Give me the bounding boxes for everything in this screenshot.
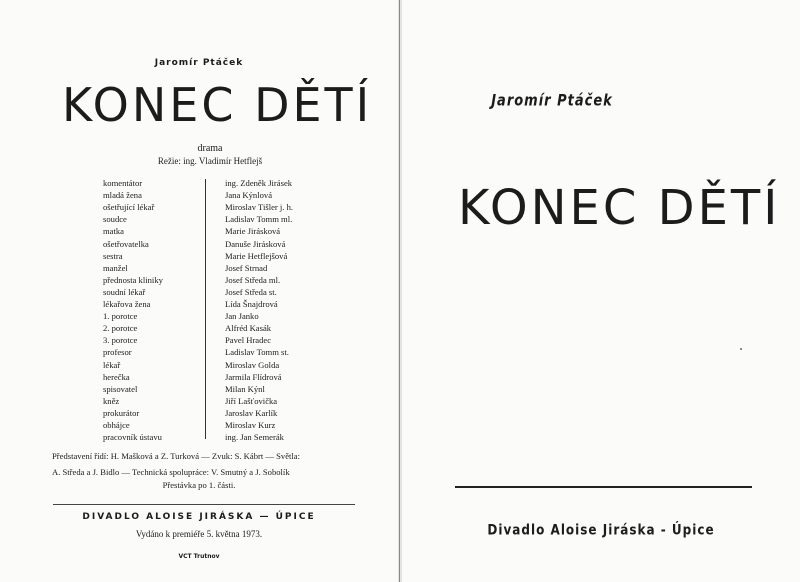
- actor-name: Alfréd Kasák: [225, 323, 272, 334]
- cast-row: [0, 359, 398, 372]
- actor-name: Pavel Hradec: [225, 335, 272, 346]
- actor-name: ing. Zdeněk Jirásek: [225, 178, 293, 188]
- cast-row: [0, 395, 398, 408]
- cast-row: [0, 383, 398, 396]
- cover-author-name: Jaromír Ptáček: [491, 92, 613, 111]
- cast-row: [0, 310, 398, 323]
- role-name: profesor: [103, 347, 132, 358]
- role-name: obhájce: [103, 420, 130, 430]
- actor-name: Danuše Jirásková: [225, 238, 286, 249]
- role-name: 3. porotce: [103, 335, 138, 346]
- actor-name: Miroslav Tišler j. h.: [225, 202, 294, 213]
- actor-name: Ladislav Tomm ml.: [225, 214, 293, 225]
- right-page: [402, 0, 800, 582]
- crew-credits-line-1: Představení řídí: H. Mašková a Z. Turková — Zvuk: S. Kábrt — Světla:: [52, 451, 301, 461]
- role-name: ošetřovatelka: [103, 238, 149, 249]
- actor-name: Josef Středa st.: [225, 286, 277, 297]
- cast-row: [0, 334, 398, 347]
- actor-name: Jarmila Flídrová: [225, 371, 282, 382]
- cast-row: [0, 274, 398, 287]
- role-name: 2. porotce: [103, 323, 138, 334]
- cast-row: [0, 213, 398, 226]
- actor-name: Jan Janko: [225, 311, 259, 322]
- cover-theatre-name: Divadlo Aloise Jiráska - Úpice: [487, 521, 715, 539]
- cast-row: [0, 201, 398, 214]
- actor-name: Ladislav Tomm st.: [225, 347, 289, 358]
- cast-row: [0, 371, 398, 384]
- role-name: manžel: [103, 262, 128, 273]
- cast-row: [0, 250, 398, 263]
- cover-rule: [455, 486, 752, 488]
- cast-row: [0, 346, 398, 359]
- cast-row: [0, 419, 398, 432]
- horizontal-rule: [53, 504, 355, 505]
- role-name: soudce: [103, 214, 127, 225]
- theatre-name: DIVADLO ALOISE JIRÁSKA — ÚPICE: [82, 512, 316, 522]
- director-credit: Režie: ing. Vladimír Hetflejš: [157, 156, 263, 166]
- play-title: KONEC DĚTÍ: [62, 78, 373, 132]
- printer-imprint: VCT Trutnov: [178, 553, 220, 560]
- role-name: lékař: [103, 359, 121, 370]
- author-name: Jaromír Ptáček: [154, 58, 244, 68]
- role-name: sestra: [103, 250, 123, 261]
- actor-name: Miroslav Kurz: [225, 420, 276, 430]
- cast-row: [0, 262, 398, 275]
- actor-name: Jana Kýnlová: [225, 190, 273, 201]
- actor-name: Marie Hetflejšová: [225, 250, 288, 261]
- cast-row: [0, 286, 398, 299]
- cover-title: KONEC DĚTÍ: [458, 180, 781, 236]
- role-name: komentátor: [103, 178, 143, 188]
- actor-name: Marie Jirásková: [225, 226, 281, 237]
- role-name: soudní lékař: [103, 286, 146, 297]
- paper-speck: [740, 348, 742, 350]
- crew-credits-line-2: A. Středa a J. Bidlo — Technická spolupráce: V. Smutný a J. Sobolík: [52, 467, 290, 477]
- role-name: prokurátor: [103, 407, 140, 418]
- cast-row: [0, 225, 398, 238]
- role-name: lékařova žena: [103, 299, 151, 309]
- actor-name: Jaroslav Karlík: [225, 407, 278, 418]
- genre: drama: [197, 143, 223, 154]
- actor-name: Josef Středa ml.: [225, 274, 281, 285]
- cast-row: [0, 322, 398, 335]
- role-name: matka: [103, 226, 124, 237]
- actor-name: ing. Jan Semerák: [225, 432, 284, 443]
- intermission-note: Přestávka po 1. části.: [162, 480, 236, 490]
- role-name: mladá žena: [103, 190, 142, 201]
- actor-name: Milan Kýnl: [225, 383, 265, 394]
- cast-row: [0, 238, 398, 251]
- actor-name: Miroslav Golda: [225, 359, 280, 370]
- cast-row: [0, 298, 398, 311]
- role-name: kněz: [103, 395, 120, 406]
- actor-name: Jiří Lašťovička: [225, 395, 278, 406]
- left-page: [0, 0, 398, 582]
- role-name: přednosta kliniky: [103, 274, 163, 285]
- cast-row: [0, 177, 398, 190]
- role-name: spisovatel: [103, 383, 138, 394]
- cast-row: [0, 189, 398, 202]
- role-name: pracovník ústavu: [103, 432, 162, 443]
- actor-name: Josef Strnad: [225, 262, 268, 273]
- role-name: 1. porotce: [103, 311, 138, 322]
- actor-name: Lída Šnajdrová: [225, 299, 278, 309]
- cast-row: [0, 431, 398, 444]
- cast-list: [0, 177, 398, 447]
- cast-row: [0, 407, 398, 420]
- premiere-note: Vydáno k premiéře 5. května 1973.: [135, 529, 263, 539]
- role-name: ošetřující lékař: [103, 202, 155, 213]
- role-name: herečka: [103, 371, 130, 382]
